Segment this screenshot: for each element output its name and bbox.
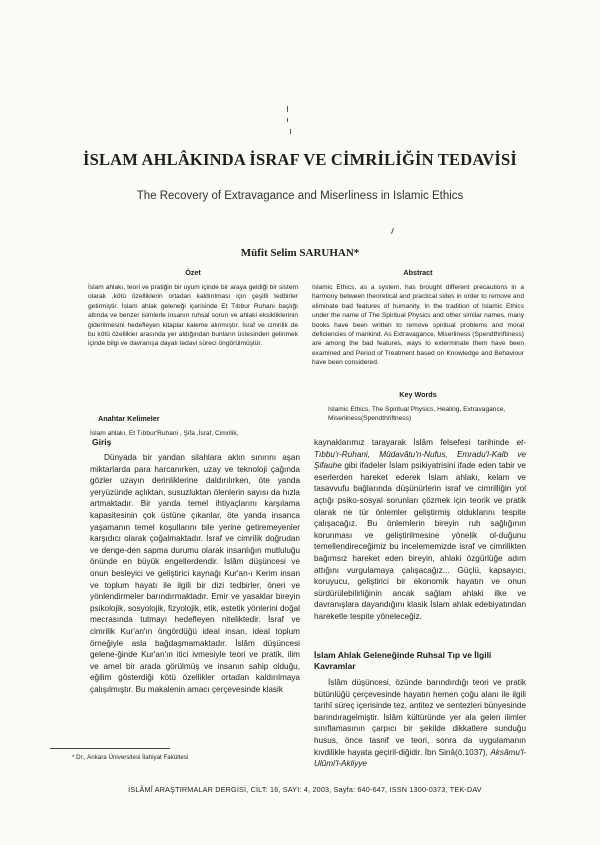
right-body-italic: et-Tıbbu'r-Ruhani, Müdavâtu'n-Nufus, Emradu'l-Kalb ve Şifauhe [314, 438, 526, 471]
scan-mark [290, 129, 291, 134]
scan-mark [287, 106, 288, 112]
keywords-block [312, 390, 524, 424]
anahtar-block [90, 414, 300, 438]
right-body-pre: kaynaklarımız tarayarak İslâm felsefesi tarihinde [314, 438, 517, 447]
abstract-heading: Abstract [403, 268, 433, 277]
giris-heading: Giriş [92, 437, 112, 447]
section2-italic: Aksâmu'l-Ulûmi'l-Akliyye [314, 747, 526, 769]
section2-text [314, 677, 526, 770]
section2-pre: İslâm düşüncesi, özünde barındırdığı teori ve pratik bütünlüğü çerçevesinde hayatın hemen çoğu alanı ile ilgili tarihî süreç içerisinde tez, antitez ve sentezleri bünyesinde barındıragelmiştir. İslâm kültüründe yer ala gelen ilimler sınıflamasının çarpıcı bir şekilde dikkatlere sunduğu husus, önce tasnif ve teori, sonra da uygulamanın kıvdilikle hayata geçiril-diğidir. İbn Sinâ(ö.1037), [314, 678, 526, 757]
section2-heading: İslam Ahlak Geleneğinde Ruhsal Tıp ve İlgili Kavramlar [314, 650, 492, 671]
paper-title: İSLAM AHLÂKINDA İSRAF VE CİMRİLİĞİN TEDAVİSİ [82, 150, 518, 169]
paper-subtitle: The Recovery of Extravagance and Miserliness in Islamic Ethics [136, 190, 464, 202]
abstract-block [312, 268, 524, 368]
abstract-text: Islamic Ethics, as a system, has brought different precautions in a harmony between theoretical and practical sides in order to remove and eliminate bad features of humanity. In the tradition of Islamic Ethics under the name of The Spiritual Physics and other similar names, many books have been written to remove spiritual problems and moral deficiencies of mankind. As Extravagance, Miserliness (Spendthriftiness) are among the bad features, ways to exterminate them have been examined and Period of Treatment based on Knowledge and Behaviour have been considered. [312, 284, 524, 367]
journal-footer: İSLÂMÎ ARAŞTIRMALAR DERGİSİ, CİLT: 16, SAYI: 4, 2003, Sayfa: 640-647, ISSN 1300-0373, TEK-DAV [128, 785, 482, 794]
scan-mark [287, 118, 288, 122]
author-name: Müfit Selim SARUHAN* [240, 247, 360, 259]
right-body-text [314, 437, 526, 623]
scan-mark [391, 228, 394, 234]
ozet-block [88, 268, 298, 349]
keywords-heading: Key Words [399, 390, 437, 399]
right-body-post: gibi ifadeler İslam psikiyatrisini ifade eden tabir ve eserlerden hareket ederek İslam ahlakı, kelam ve tasavvufu bağlarında düşünürlerin israf ve cimrilliğin yol açtığı psiko-sosyal sorunları çözmek için teorik ve pratik olarak ne tür önlemler geliştirmiş olduklarını tespite çalışacağız. Bu önlemlerin bireyin ruh sağlığının korunması ve geliştirilmesine yönelik ol-duğunu temellendireceğimiz bu incelememizde israf ve cimrilikten bağımsız hareket eden bireyin, ahlaki özgürlüğe adım attığını vurgulamaya çalışacağız... Güçlü, kapsayıcı, koruyucu, geliştirici bir ekonomik hayatın ve onun sürdürülebilirliğinin ancak sağlam ahlaki ilke ve davranışlara dayandığını klasik İslam ahlak edebiyatından hareketle tespite yöneleceğiz. [314, 461, 526, 621]
giris-text: Dünyada bir yandan silahlara aklın sınırını aşan miktarlarda para harcanırken, uzay ve teknoloji çağında gözler uzayın derinliklerine daldırılırken, öte yanda yeryüzünde açlıktan, susuzluktan ölenlerin sayısı da hızla artmaktadır. Bir yanda temel ihtiyaçlarını karşılama kapasitesinin çok üstüne çıkanlar, öte yanda insanca yaşamanın temel koşullarını bile yerine getiremeyenler karşıdıcı olarak çoğalmaktadır. İsraf ve cimrilik doğrudan ve denge-den sapma durumu olarak insanlığın mutluluğu önünde en büyük engellerdendir. İslâm düşüncesi ve onun besleyici ve geliştirici kaynağı Kur'an-ı Kerim insan ve toplum hayatı ile ilgili bir dizi tedbirler, öneri ve yönlendirmeler barındırmaktadır. Emir ve yasaklar bireyin psikolojik, sosyolojik, fizyolojik, etik, estetik yönlerini doğal mecrasında tutmayı hedefleyen niteliktedir. İsraf ve cimrilik Kur'an'ın öngördüğü ideal insan, ideal toplum örneğiyle asla bağdaşmamaktadır. İslâm düşüncesi gelene-ğinde Kur'an'ın itici ivmesiyle teori ve pratik, ilim ve amel bir arada görülmüş ve insanın sahip olduğu, eğilim gösterdiği kötü özellikler ortadan kaldırılmaya çalışılmıştır. Bu makalenin amacı çerçevesinde klasik [90, 453, 300, 694]
footnote-rule [50, 748, 170, 749]
anahtar-text: İslam ahlakı, Et Tıbbur'Ruhani , Şifa ,İsraf, Cimrilik, [90, 430, 239, 437]
ozet-heading: Özet [185, 268, 201, 277]
anahtar-heading: Anahtar Kelimeler [98, 414, 160, 423]
footnote: * Dr., Ankara Üniversitesi İlahiyat Fakültesi [72, 754, 189, 761]
ozet-text: İslam ahlakı, teori ve pratiğin bir uyum içinde bir araya geldiği bir sistem olarak ,kötü özelliklerin ortadan kaldırılması için çeşitli tedbirler getirmiştir. İslam ahlak geleneği içerisinde Et Tıbbur Ruhani başlığı altında ve benzer isimlerle insanın ruhsal sorun ve ahlaki eksikliklerinin giderilmesini hedefleyen kitaplar kaleme alınmıştır. İsraf ve cimrilik de bu kötü özellikler arasında yer aldığından bunların üstesinden gelinmek içinde bilgi ve davranışa dayalı tedavi süreci öngörülmüştür. [88, 284, 298, 348]
keywords-text: Islamic Ethics, The Spiritual Physics, Healing, Extravagance, Miserliness(Spendthriftness) [328, 406, 506, 423]
